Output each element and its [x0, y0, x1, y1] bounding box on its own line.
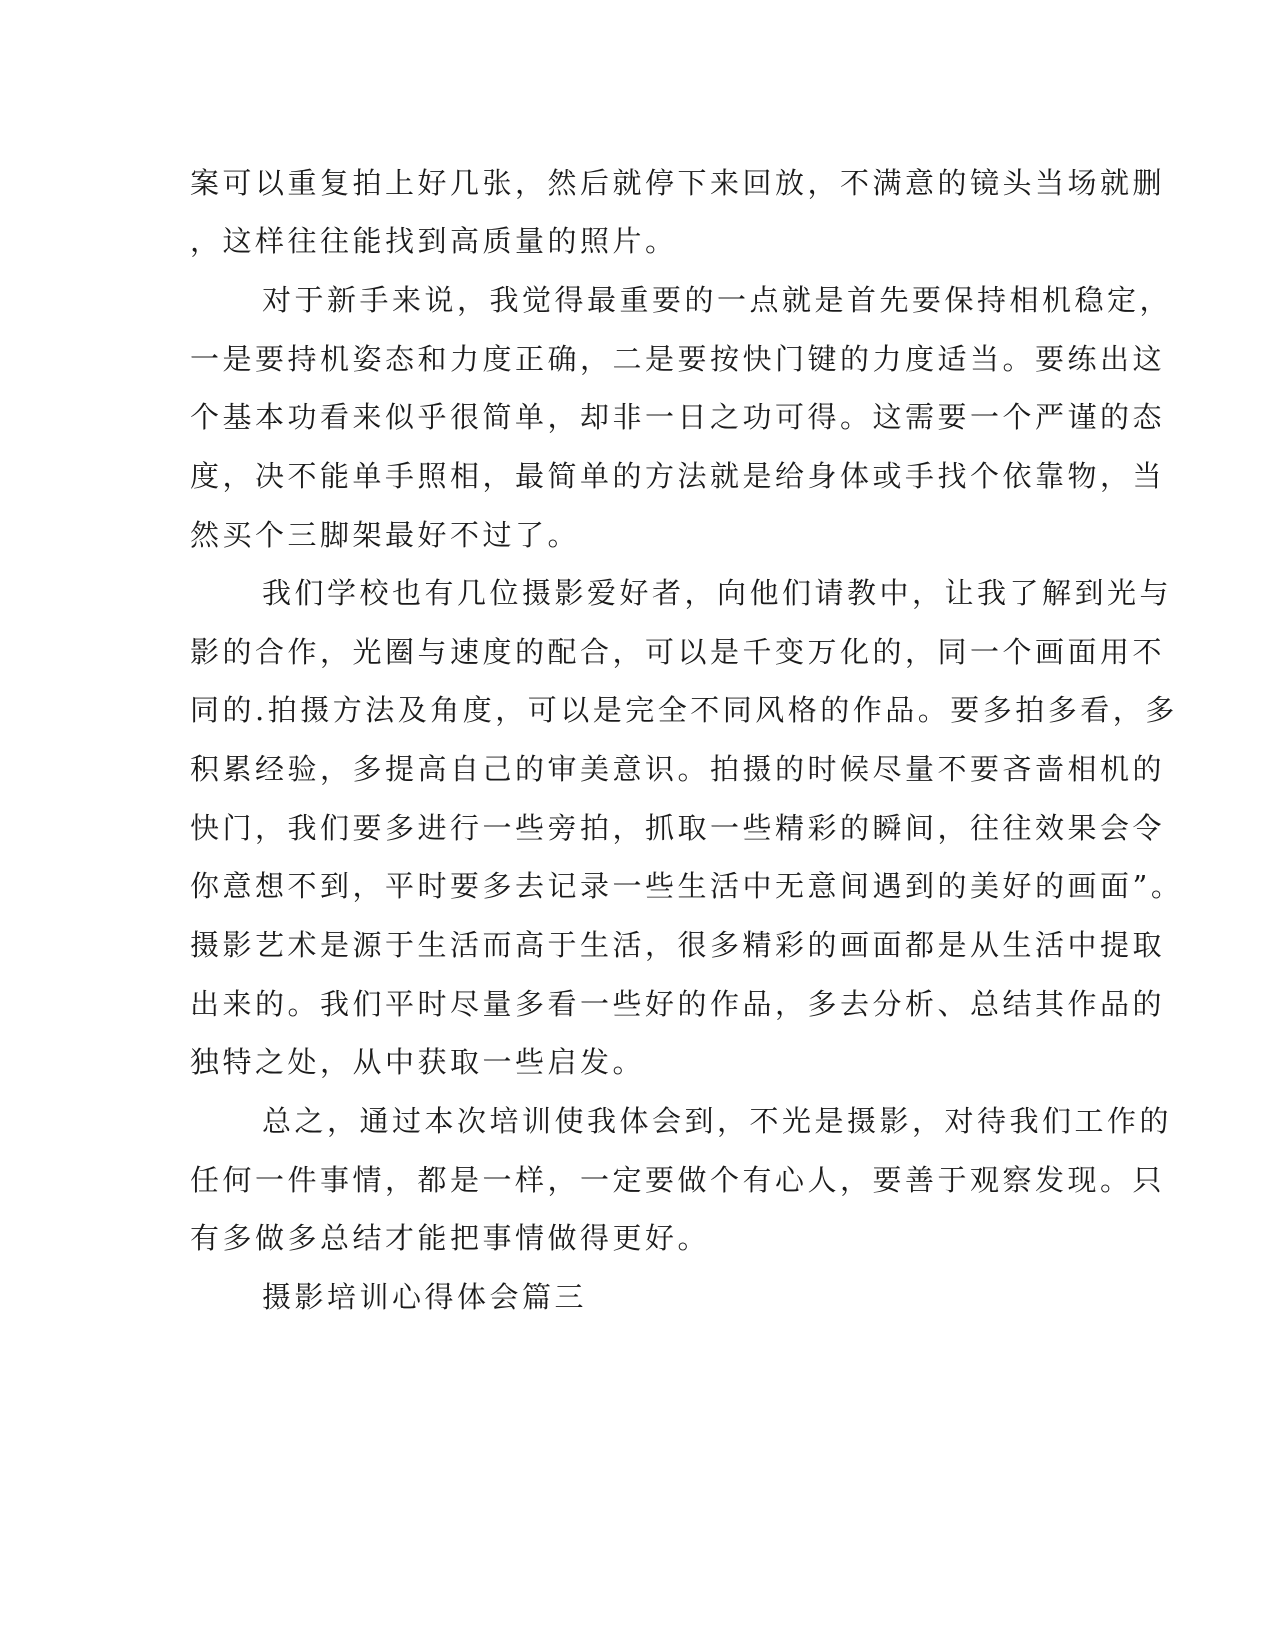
text-line: 一是要持机姿态和力度正确，二是要按快门键的力度适当。要练出这 [190, 342, 1166, 376]
text-line: 任何一件事情，都是一样，一定要做个有心人，要善于观察发现。只 [190, 1163, 1166, 1197]
text-line: 出来的。我们平时尽量多看一些好的作品，多去分析、总结其作品的 [190, 987, 1166, 1021]
text-line: 影的合作，光圈与速度的配合，可以是千变万化的，同一个画面用不 [190, 635, 1166, 669]
text-line: 然买个三脚架最好不过了。 [190, 518, 581, 552]
text-line: 摄影艺术是源于生活而高于生活，很多精彩的画面都是从生活中提取 [190, 928, 1166, 962]
text-line: 案可以重复拍上好几张，然后就停下来回放，不满意的镜头当场就删 [190, 166, 1166, 200]
paragraph-first-line: 总之，通过本次培训使我体会到，不光是摄影，对待我们工作的 [262, 1104, 1173, 1138]
text-line: 你意想不到，平时要多去记录一些生活中无意间遇到的美好的画面”。 [190, 869, 1184, 903]
text-line: 有多做多总结才能把事情做得更好。 [190, 1221, 711, 1255]
paragraph-first-line: 对于新手来说，我觉得最重要的一点就是首先要保持相机稳定， [262, 283, 1173, 317]
text-line: ，这样往往能找到高质量的照片。 [190, 224, 678, 258]
text-line: 独特之处，从中获取一些启发。 [190, 1045, 646, 1079]
text-line: 快门，我们要多进行一些旁拍，抓取一些精彩的瞬间，往往效果会令 [190, 811, 1166, 845]
text-line: 同的.拍摄方法及角度，可以是完全不同风格的作品。要多拍多看，多 [190, 693, 1178, 727]
section-heading: 摄影培训心得体会篇三 [262, 1280, 588, 1314]
text-line: 度，决不能单手照相，最简单的方法就是给身体或手找个依靠物，当 [190, 459, 1166, 493]
text-line: 个基本功看来似乎很简单，却非一日之功可得。这需要一个严谨的态 [190, 400, 1166, 434]
paragraph-first-line: 我们学校也有几位摄影爱好者，向他们请教中，让我了解到光与 [262, 576, 1173, 610]
text-line: 积累经验，多提高自己的审美意识。拍摄的时候尽量不要吝啬相机的 [190, 752, 1166, 786]
